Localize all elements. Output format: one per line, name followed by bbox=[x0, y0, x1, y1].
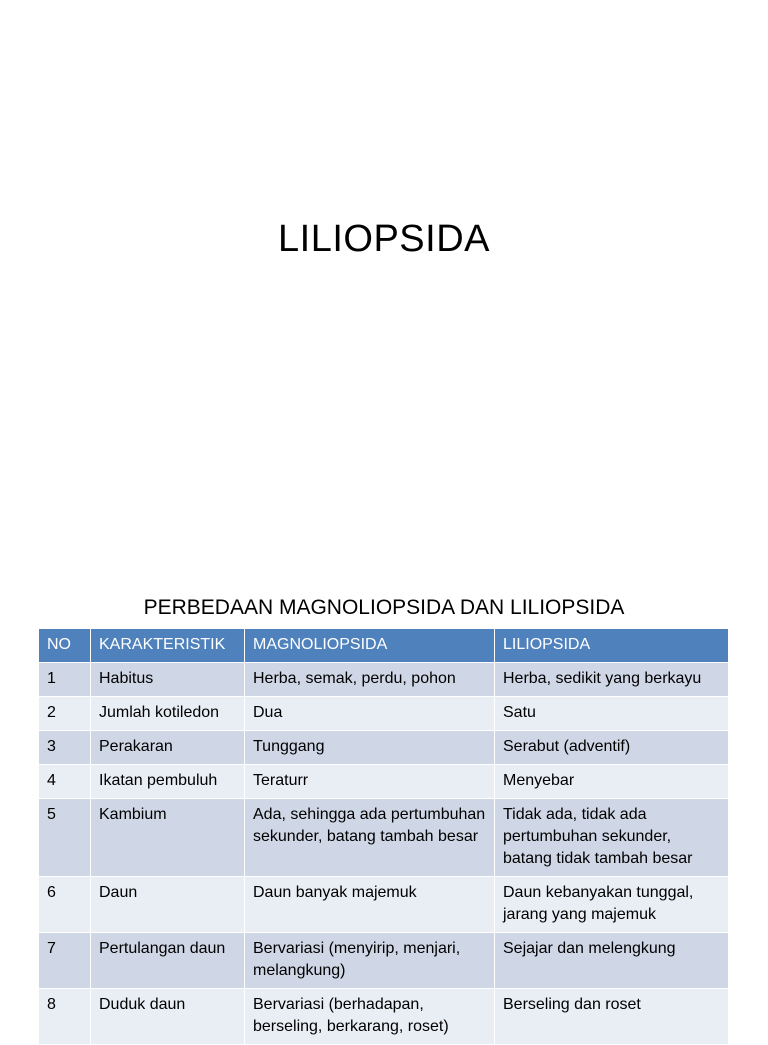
cell-magnoliopsida: Daun banyak majemuk bbox=[245, 877, 495, 933]
table-heading: PERBEDAAN MAGNOLIOPSIDA DAN LILIOPSIDA bbox=[143, 596, 625, 619]
cell-no: 5 bbox=[39, 799, 91, 877]
column-header-magnoliopsida: MAGNOLIOPSIDA bbox=[245, 629, 495, 663]
table-row bbox=[39, 697, 729, 731]
cell-karakteristik: Perakaran bbox=[91, 731, 245, 765]
cell-liliopsida: Serabut (adventif) bbox=[495, 731, 729, 765]
column-header-liliopsida: LILIOPSIDA bbox=[495, 629, 729, 663]
slide-title: LILIOPSIDA bbox=[278, 218, 490, 260]
table-row bbox=[39, 731, 729, 765]
cell-magnoliopsida: Tunggang bbox=[245, 731, 495, 765]
table-row bbox=[39, 765, 729, 799]
column-header-karakteristik: KARAKTERISTIK bbox=[91, 629, 245, 663]
cell-liliopsida: Sejajar dan melengkung bbox=[495, 933, 729, 989]
cell-magnoliopsida: Ada, sehingga ada pertumbuhan sekunder, batang tambah besar bbox=[245, 799, 495, 877]
cell-liliopsida: Daun kebanyakan tunggal, jarang yang majemuk bbox=[495, 877, 729, 933]
cell-no: 8 bbox=[39, 989, 91, 1045]
table-row bbox=[39, 989, 729, 1045]
cell-liliopsida: Menyebar bbox=[495, 765, 729, 799]
table-row bbox=[39, 933, 729, 989]
table-row bbox=[39, 663, 729, 697]
cell-karakteristik: Habitus bbox=[91, 663, 245, 697]
cell-karakteristik: Duduk daun bbox=[91, 989, 245, 1045]
cell-liliopsida: Berseling dan roset bbox=[495, 989, 729, 1045]
cell-karakteristik: Jumlah kotiledon bbox=[91, 697, 245, 731]
cell-karakteristik: Daun bbox=[91, 877, 245, 933]
cell-liliopsida: Tidak ada, tidak ada pertumbuhan sekunder, batang tidak tambah besar bbox=[495, 799, 729, 877]
cell-liliopsida: Satu bbox=[495, 697, 729, 731]
table-row bbox=[39, 877, 729, 933]
cell-liliopsida: Herba, sedikit yang berkayu bbox=[495, 663, 729, 697]
cell-karakteristik: Kambium bbox=[91, 799, 245, 877]
cell-magnoliopsida: Bervariasi (menyirip, menjari, melangkung) bbox=[245, 933, 495, 989]
cell-no: 7 bbox=[39, 933, 91, 989]
cell-no: 6 bbox=[39, 877, 91, 933]
cell-magnoliopsida: Teraturr bbox=[245, 765, 495, 799]
column-header-no: NO bbox=[39, 629, 91, 663]
cell-no: 4 bbox=[39, 765, 91, 799]
cell-no: 3 bbox=[39, 731, 91, 765]
table-header-row bbox=[39, 629, 729, 663]
table-row bbox=[39, 799, 729, 877]
cell-no: 1 bbox=[39, 663, 91, 697]
cell-karakteristik: Ikatan pembuluh bbox=[91, 765, 245, 799]
cell-magnoliopsida: Herba, semak, perdu, pohon bbox=[245, 663, 495, 697]
cell-magnoliopsida: Bervariasi (berhadapan, berseling, berkarang, roset) bbox=[245, 989, 495, 1045]
cell-no: 2 bbox=[39, 697, 91, 731]
cell-magnoliopsida: Dua bbox=[245, 697, 495, 731]
comparison-table bbox=[38, 628, 729, 1045]
cell-karakteristik: Pertulangan daun bbox=[91, 933, 245, 989]
